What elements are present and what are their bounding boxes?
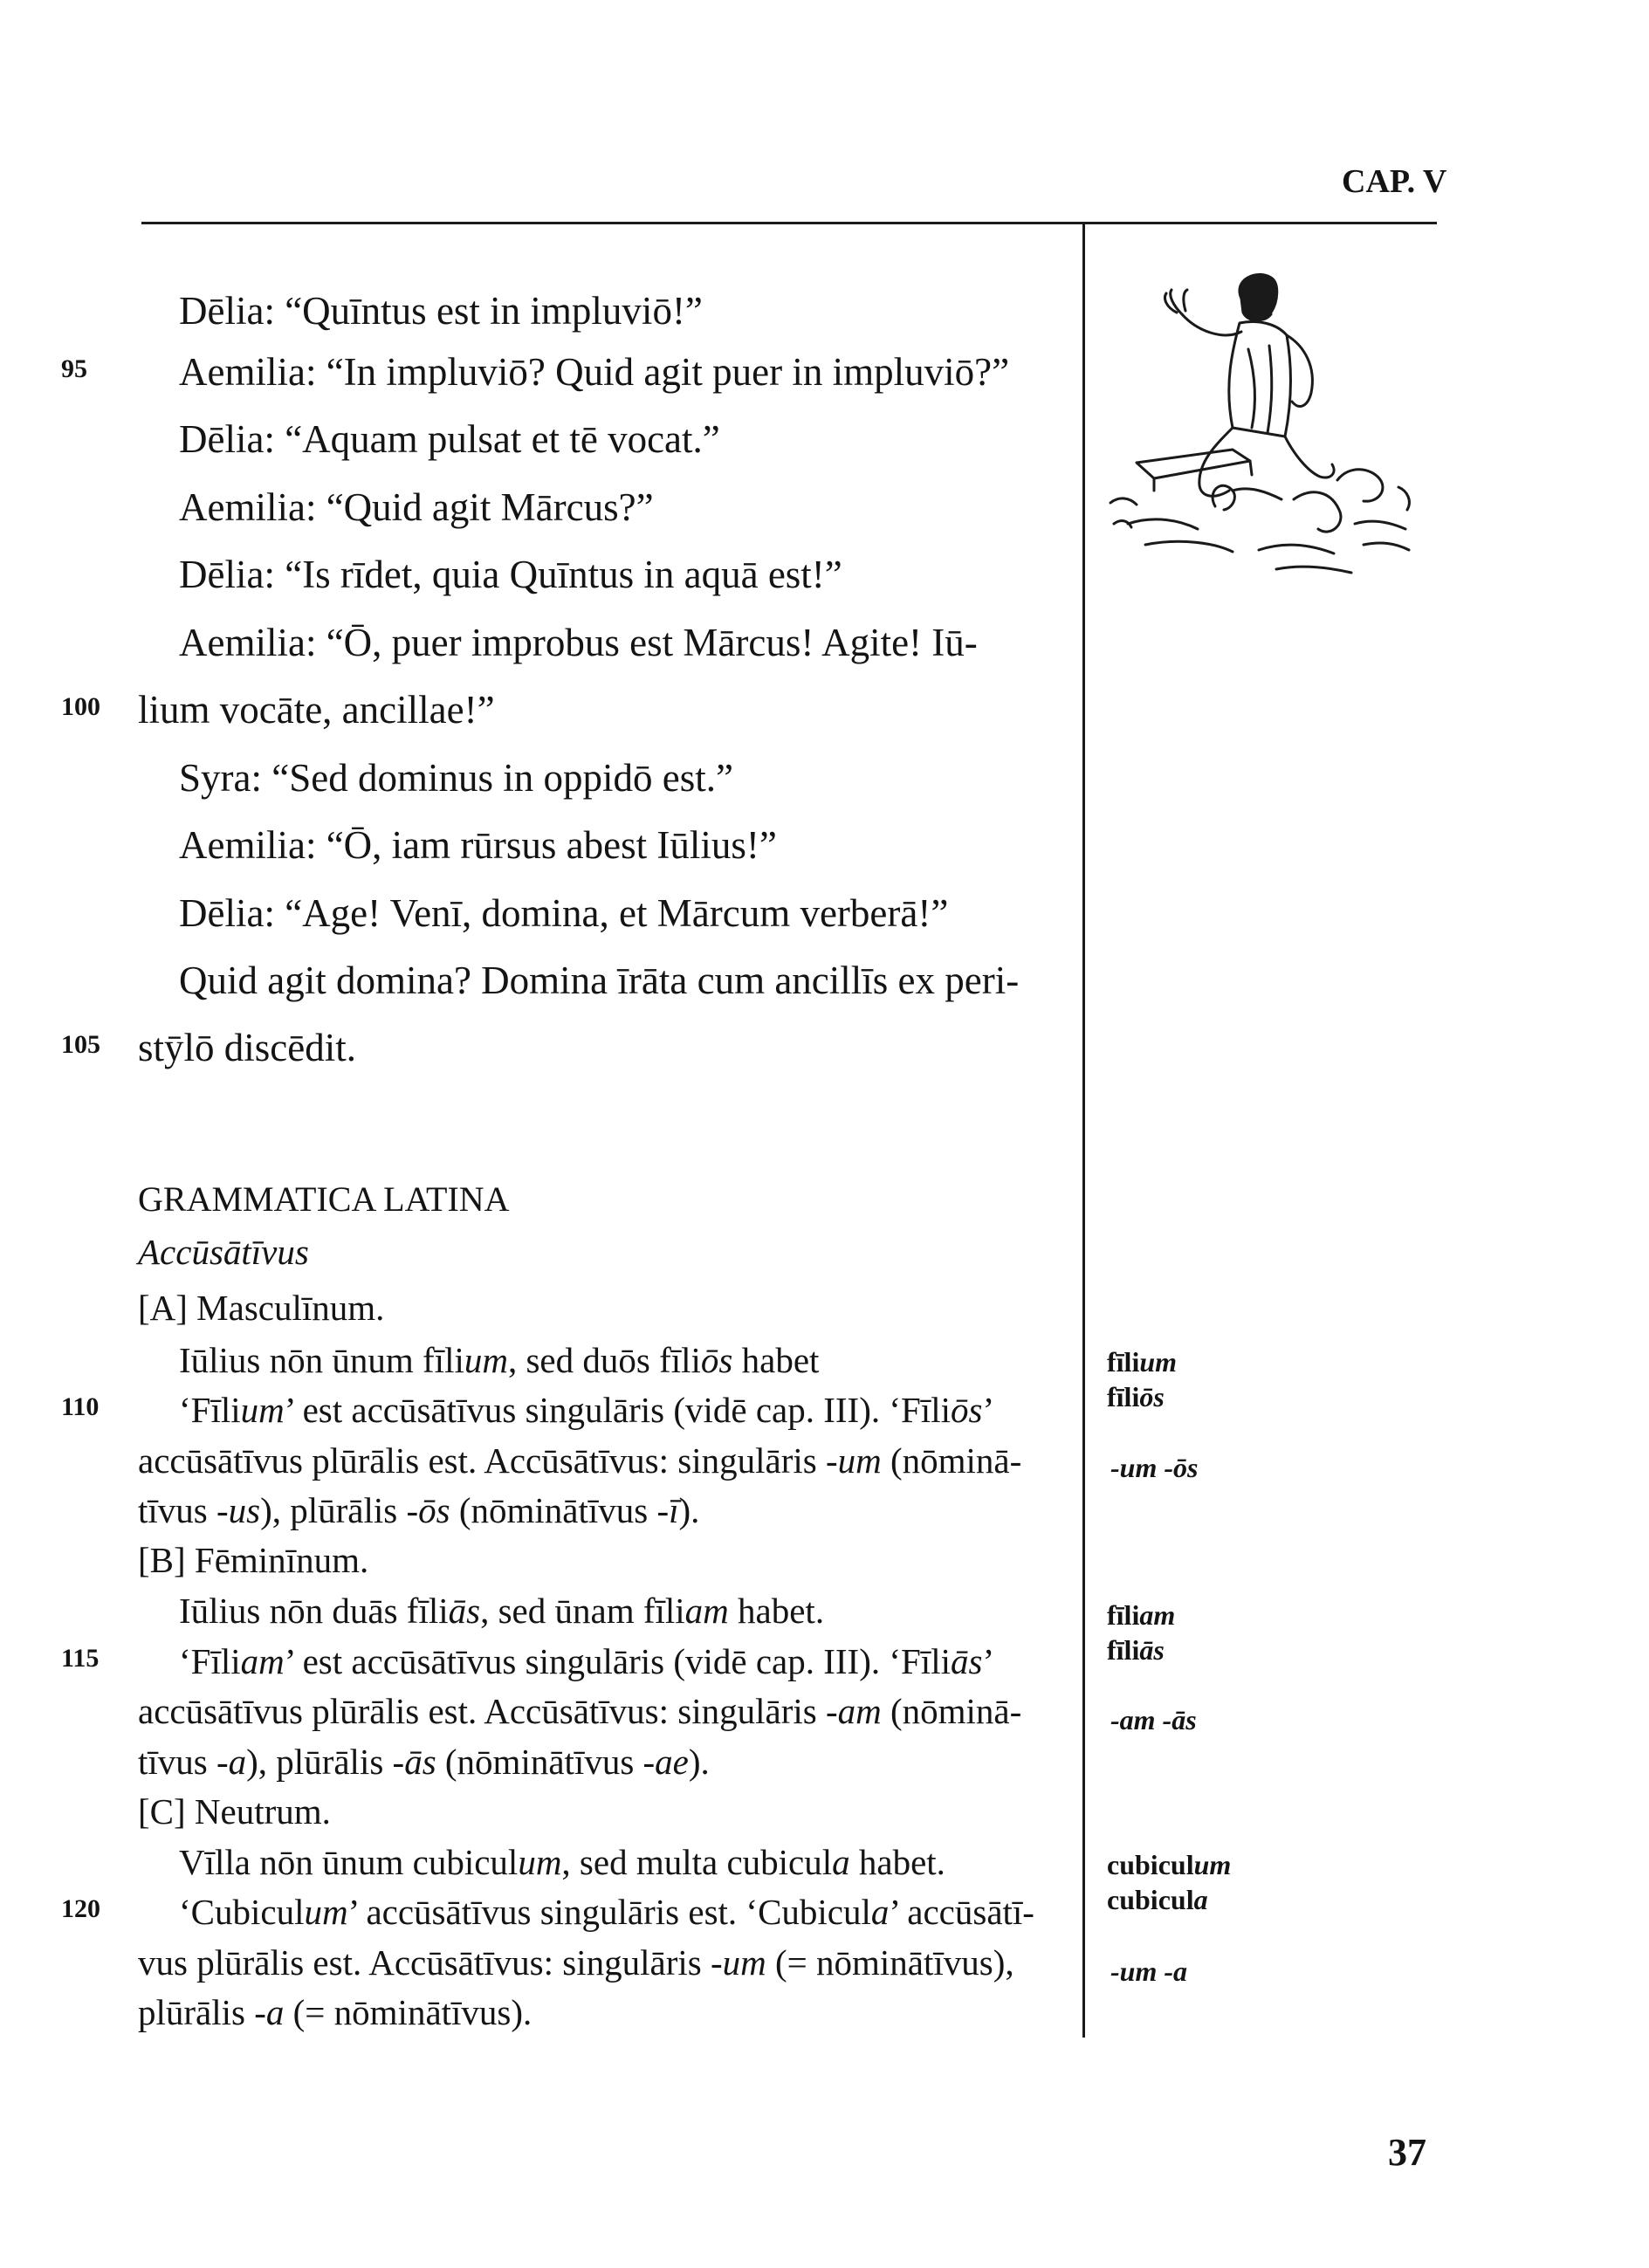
story-line: [0, 616, 1649, 670]
story-text: Dēlia: “Age! Venī, domina, et Mārcum verberā!”: [179, 891, 949, 935]
margin-note-word: fīliam: [1107, 1599, 1176, 1631]
margin-note-endings: -am -ās: [1110, 1704, 1197, 1735]
story-text: Aemilia: “Ō, iam rūrsus abest Iūlius!”: [179, 823, 777, 867]
grammar-text: ‘Fīlium’ est accūsātīvus singulāris (vidē cap. III). ‘Fīliōs’: [179, 1390, 995, 1430]
grammar-line: [0, 1584, 1649, 1639]
story-text: Aemilia: “Ō, puer improbus est Mārcus! Agite! Iū-: [179, 621, 978, 664]
grammar-line: [0, 1936, 1649, 1990]
story-line: [0, 1021, 1649, 1076]
grammar-line: [0, 1534, 1649, 1588]
grammar-heading: GRAMMATICA LATINA: [138, 1179, 510, 1219]
grammar-text: vus plūrālis est. Accūsātīvus: singulāris -um (= nōminātīvus),: [138, 1942, 1014, 1983]
grammar-line: [0, 1635, 1649, 1689]
grammar-line: [0, 1836, 1649, 1890]
story-line: [0, 954, 1649, 1008]
line-number: 115: [61, 1644, 100, 1673]
grammar-line: [0, 1685, 1649, 1739]
grammar-text: accūsātīvus plūrālis est. Accūsātīvus: singulāris -am (nōminā-: [138, 1691, 1022, 1731]
story-line: [0, 752, 1649, 806]
margin-note-word: cubiculum: [1107, 1849, 1232, 1880]
grammar-text: ‘Cubiculum’ accūsātīvus singulāris est. ‘Cubicula’ accūsātī-: [179, 1892, 1034, 1932]
grammar-text: Vīlla nōn ūnum cubiculum, sed multa cubicula habet.: [179, 1842, 945, 1882]
story-text: Dēlia: “Aquam pulsat et tē vocat.”: [179, 417, 720, 461]
grammar-text: Iūlius nōn ūnum fīlium, sed duōs fīliōs habet: [179, 1340, 820, 1380]
grammar-text: plūrālis -a (= nōminātīvus).: [138, 1992, 532, 2032]
story-line: [0, 684, 1649, 738]
grammar-line: [0, 1986, 1649, 2040]
grammar-line: [0, 1282, 1649, 1336]
story-text: Dēlia: “Quīntus est in impluviō!”: [179, 289, 703, 333]
line-number: 120: [61, 1894, 100, 1923]
story-text: Aemilia: “Quid agit Mārcus?”: [179, 485, 654, 529]
margin-note-word: fīliās: [1107, 1634, 1165, 1666]
story-line: [0, 346, 1649, 400]
grammar-line: [0, 1434, 1649, 1488]
section-label-feminine: [B] Fēminīnum.: [138, 1540, 369, 1580]
grammar-line: [0, 1886, 1649, 1940]
grammar-text: ‘Fīliam’ est accūsātīvus singulāris (vidē cap. III). ‘Fīliās’: [179, 1641, 995, 1681]
story-text: Aemilia: “In impluviō? Quid agit puer in impluviō?”: [179, 350, 1010, 394]
page-number: 37: [1388, 2131, 1426, 2174]
margin-note-word: cubicula: [1107, 1884, 1208, 1915]
grammar-text: accūsātīvus plūrālis est. Accūsātīvus: singulāris -um (nōminā-: [138, 1440, 1022, 1481]
story-line: [0, 285, 1649, 339]
section-label-neuter: [C] Neutrum.: [138, 1791, 331, 1832]
margin-note-endings: -um -a: [1110, 1955, 1187, 1987]
grammar-line: [0, 1384, 1649, 1438]
story-line: [0, 481, 1649, 535]
chapter-label: CAP. V: [1342, 163, 1447, 200]
story-line: [0, 887, 1649, 941]
line-number: 105: [61, 1030, 100, 1059]
margin-note-word: fīliōs: [1107, 1381, 1165, 1412]
grammar-line: [0, 1735, 1649, 1790]
line-number: 110: [61, 1392, 100, 1421]
story-text: Quid agit domina? Domina īrāta cum ancillīs ex peri-: [179, 959, 1020, 1002]
story-text: stȳlō discēdit.: [138, 1026, 356, 1069]
story-line: [0, 413, 1649, 467]
story-text: lium vocāte, ancillae!”: [138, 688, 495, 732]
grammar-line: [0, 1785, 1649, 1839]
grammar-text: tīvus -a), plūrālis -ās (nōminātīvus -ae).: [138, 1742, 710, 1782]
grammar-text: tīvus -us), plūrālis -ōs (nōminātīvus -ī).: [138, 1490, 700, 1530]
story-line: [0, 548, 1649, 602]
story-text: Dēlia: “Is rīdet, quia Quīntus in aquā est!”: [179, 553, 842, 596]
story-text: Syra: “Sed dominus in oppidō est.”: [179, 756, 733, 800]
grammar-subheading: Accūsātīvus: [138, 1232, 309, 1272]
section-label-masculine: [A] Masculīnum.: [138, 1288, 385, 1328]
margin-note-endings: -um -ōs: [1110, 1452, 1199, 1483]
line-number: 100: [61, 692, 100, 721]
grammar-text: Iūlius nōn duās fīliās, sed ūnam fīliam habet.: [179, 1591, 825, 1631]
story-line: [0, 819, 1649, 873]
margin-note-word: fīlium: [1107, 1346, 1178, 1378]
grammar-line: [0, 1334, 1649, 1388]
line-number: 95: [61, 354, 87, 383]
header-rule: [141, 222, 1437, 224]
grammar-line: [0, 1484, 1649, 1538]
